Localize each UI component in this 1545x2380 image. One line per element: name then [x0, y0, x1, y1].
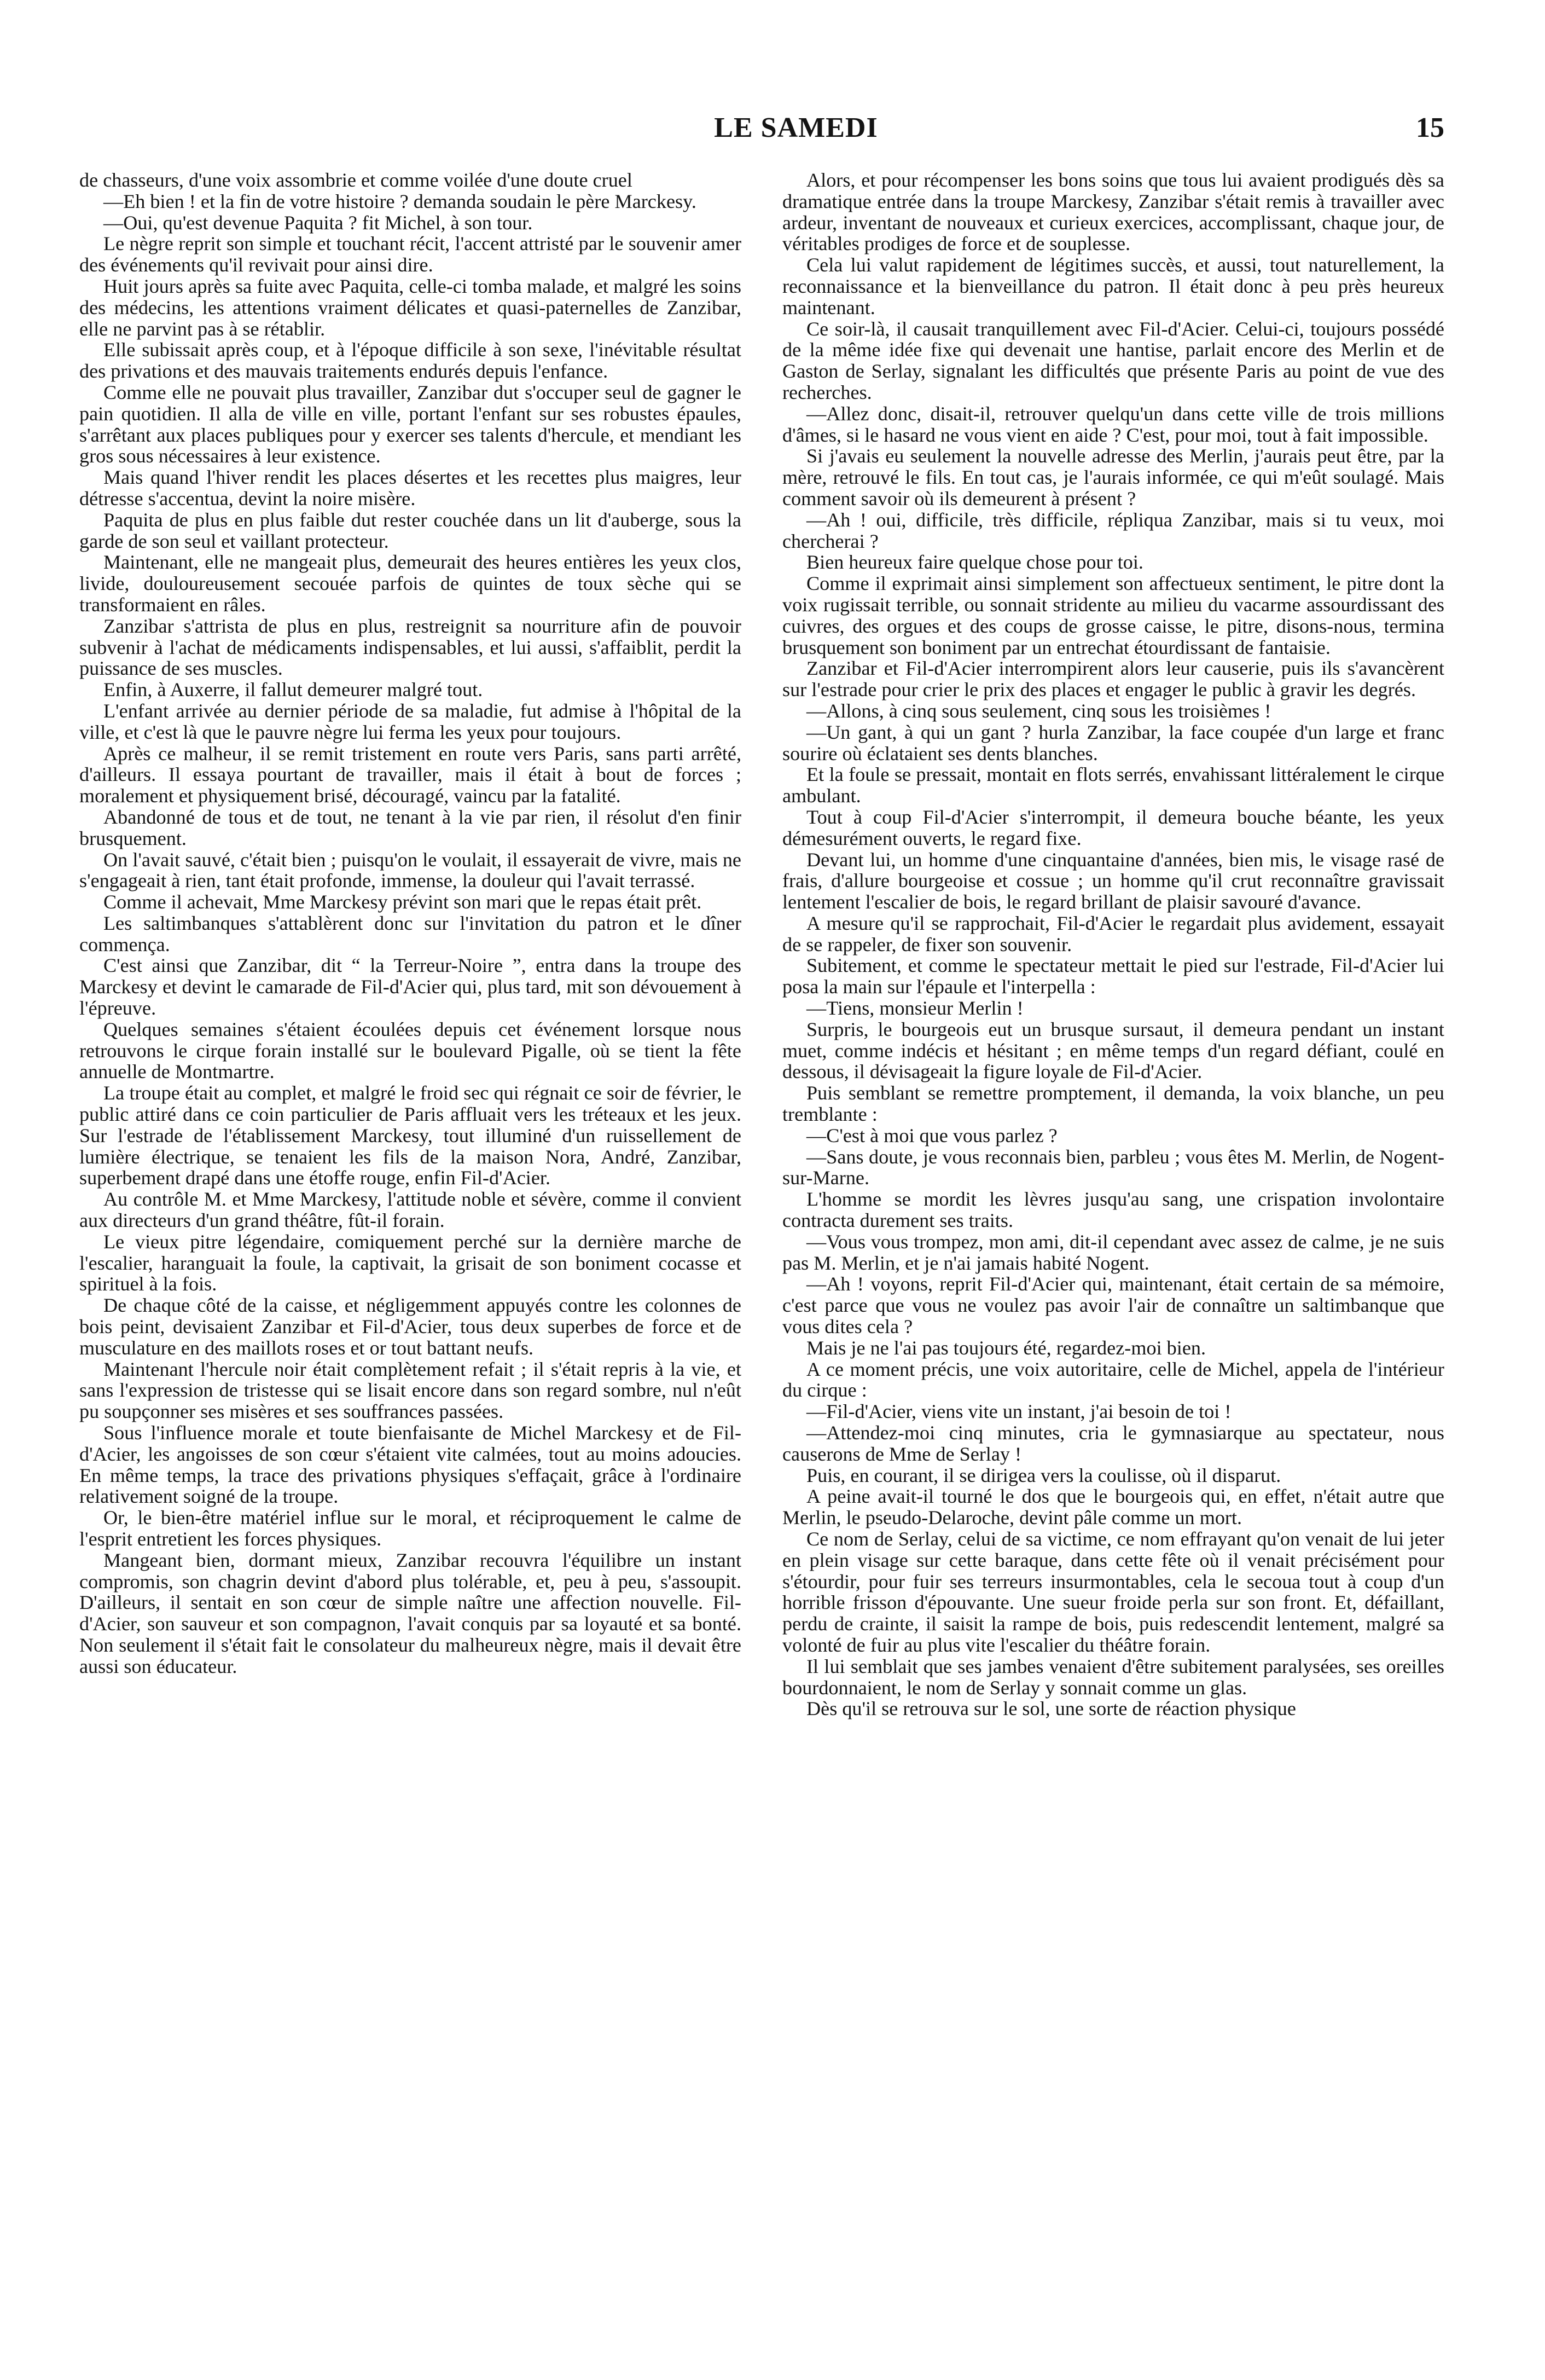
- paragraph: —Ah ! voyons, reprit Fil-d'Acier qui, maintenant, était certain de sa mémoire, c'est parce que vous ne voulez pas avoir l'air de connaître un saltimbanque que vous dites cela ?: [782, 1273, 1444, 1338]
- paragraph: Bien heureux faire quelque chose pour toi.: [806, 551, 1143, 574]
- paragraph: Et la foule se pressait, montait en flots serrés, envahissant littéralement le cirque ambulant.: [782, 763, 1444, 807]
- paragraph: —Tiens, monsieur Merlin !: [806, 997, 1024, 1020]
- paragraph: de chasseurs, d'une voix assombrie et comme voilée d'une doute cruel: [79, 170, 632, 191]
- paragraph: —Sans doute, je vous reconnais bien, parbleu ; vous êtes M. Merlin, de Nogent-sur-Marne.: [782, 1145, 1444, 1189]
- paragraph: —Allons, à cinq sous seulement, cinq sous les troisièmes !: [806, 699, 1271, 722]
- paragraph: C'est ainsi que Zanzibar, dit “ la Terreur-Noire ”, entra dans la troupe des Marckesy et devint le camarade de Fil-d'Acier qui, plus tard, mit son dévouement à l'épreuve.: [79, 954, 741, 1020]
- paragraph: Or, le bien-être matériel influe sur le moral, et réciproquement le calme de l'esprit entretient les forces physiques.: [79, 1507, 741, 1550]
- paragraph: Puis semblant se remettre promptement, il demanda, la voix blanche, un peu tremblante :: [782, 1082, 1444, 1126]
- paragraph: Il lui semblait que ses jambes venaient d'être subitement paralysées, ses oreilles bourdonnaient, le nom de Serlay y sonnait comme un glas.: [782, 1655, 1444, 1699]
- paragraph: Alors, et pour récompenser les bons soins que tous lui avaient prodigués dès sa dramatique entrée dans la troupe Marckesy, Zanzibar s'était remis à travailler avec ardeur, inventant de nouveaux et curieux exercices, accomplissant, chaque jour, de véritables prodiges de force et de souplesse.: [782, 170, 1444, 255]
- paragraph: Après ce malheur, il se remit tristement en route vers Paris, sans parti arrêté, d'ailleurs. Il essaya pourtant de travailler, mais il était à bout de forces ; moralement et physiquement brisé, découragé, vaincu par la fatalité.: [79, 742, 741, 807]
- paragraph: Ce nom de Serlay, celui de sa victime, ce nom effrayant qu'on venait de lui jeter en plein visage sur cette baraque, dans cette fête où il venait précisément pour s'étourdir, pour fuir ses terreurs insurmontables, cela le secoua tout à coup d'un horrible frisson d'épouvante. Une sueur froide perla sur son front. Et, défaillant, perdu de crainte, il saisit la rampe de bois, puis redescendit lentement, malgré sa volonté de fuir au plus vite l'escalier du théâtre forain.: [782, 1528, 1444, 1656]
- paragraph: On l'avait sauvé, c'était bien ; puisqu'on le voulait, il essayerait de vivre, mais ne s'engageait à rien, tant était profonde, immense, la douleur qui l'avait terrassé.: [79, 848, 741, 892]
- paragraph: Devant lui, un homme d'une cinquantaine d'années, bien mis, le visage rasé de frais, d'allure bourgeoise et cossue ; un homme qu'il crut reconnaître gravissait lentement l'escalier de bois, le regard brillant de plaisir savouré d'avance.: [782, 848, 1444, 913]
- paragraph: Comme elle ne pouvait plus travailler, Zanzibar dut s'occuper seul de gagner le pain quotidien. Il alla de ville en ville, portant l'enfant sur ses robustes épaules, s'arrêtant aux places publiques pour y exercer ses talents d'hercule, et mendiant les gros sous nécessaires à leur existence.: [79, 381, 741, 467]
- paragraph: La troupe était au complet, et malgré le froid sec qui régnait ce soir de février, le public attiré dans ce coin particulier de Paris affluait vers les tréteaux et les jeux. Sur l'estrade de l'établissement Marckesy, tout illuminé d'un ruissellement de lumière électrique, se tenaient les fils de la maison Nora, André, Zanzibar, superbement drapé dans une étoffe rouge, enfin Fil-d'Acier.: [79, 1082, 741, 1189]
- paragraph: A peine avait-il tourné le dos que le bourgeois qui, en effet, n'était autre que Merlin, le pseudo-Delaroche, devint pâle comme un mort.: [782, 1485, 1444, 1529]
- paragraph: —C'est à moi que vous parlez ?: [806, 1124, 1058, 1146]
- paragraph: Si j'avais eu seulement la nouvelle adresse des Merlin, j'aurais peut être, par la mère, retrouvé le fils. En tout cas, je l'aurais informée, ce qui m'eût soulagé. Mais comment savoir où ils demeurent à présent ?: [782, 445, 1444, 509]
- paragraph: Comme il achevait, Mme Marckesy prévint son mari que le repas était prêt.: [103, 891, 702, 913]
- paragraph: L'homme se mordit les lèvres jusqu'au sang, une crispation involontaire contracta durement ses traits.: [782, 1188, 1444, 1232]
- paragraph: Paquita de plus en plus faible dut rester couchée dans un lit d'auberge, sous la garde de son seul et vaillant protecteur.: [79, 508, 741, 552]
- paragraph: Zanzibar et Fil-d'Acier interrompirent alors leur causerie, puis ils s'avancèrent sur l'estrade pour crier le prix des places et engager le public à gravir les degrés.: [782, 657, 1444, 701]
- paragraph: Cela lui valut rapidement de légitimes succès, et aussi, tout naturellement, la reconnaissance et la bienveillance du patron. Il était donc à peu près heureux maintenant.: [782, 254, 1444, 319]
- paragraph: Mais quand l'hiver rendit les places désertes et les recettes plus maigres, leur détresse s'accentua, devint la noire misère.: [79, 466, 741, 509]
- paragraph: —Vous vous trompez, mon ami, dit-il cependant avec assez de calme, je ne suis pas M. Merlin, et je n'ai jamais habité Nogent.: [782, 1230, 1444, 1274]
- paragraph: Comme il exprimait ainsi simplement son affectueux sentiment, le pitre dont la voix rugissait terrible, ou sonnait stridente au milieu du vacarme assourdissant des cuivres, des orgues et des coups de grosse caisse, le pitre, disons-nous, termina brusquement son boniment par un entrechat étourdissant de fantaisie.: [782, 572, 1444, 658]
- left-text-column: [79, 170, 741, 2266]
- paragraph: Subitement, et comme le spectateur mettait le pied sur l'estrade, Fil-d'Acier lui posa la main sur l'épaule et l'interpella :: [782, 954, 1444, 998]
- paragraph: Surpris, le bourgeois eut un brusque sursaut, il demeura pendant un instant muet, comme indécis et hésitant ; en même temps d'un regard défiant, coulé en dessous, il dévisageait la figure loyale de Fil-d'Acier.: [782, 1018, 1444, 1083]
- paragraph: Mais je ne l'ai pas toujours été, regardez-moi bien.: [806, 1336, 1206, 1359]
- paragraph: Le nègre reprit son simple et touchant récit, l'accent attristé par le souvenir amer des événements qu'il revivait pour ainsi dire.: [79, 233, 741, 276]
- paragraph: Huit jours après sa fuite avec Paquita, celle-ci tomba malade, et malgré les soins des médecins, les attentions vraiment délicates et quasi-paternelles de Zanzibar, elle ne parvint pas à se rétablir.: [79, 275, 741, 340]
- paragraph: Tout à coup Fil-d'Acier s'interrompit, il demeura bouche béante, les yeux démesurément ouverts, le regard fixe.: [782, 806, 1444, 849]
- paragraph: Les saltimbanques s'attablèrent donc sur l'invitation du patron et le dîner commença.: [79, 912, 741, 956]
- page-header: [66, 112, 1444, 155]
- paragraph: Dès qu'il se retrouva sur le sol, une sorte de réaction physique: [806, 1698, 1296, 1720]
- paragraph: Elle subissait après coup, et à l'époque difficile à son sexe, l'inévitable résultat des privations et des mauvais traitements endurés depuis l'enfance.: [79, 339, 741, 383]
- paragraph: Maintenant l'hercule noir était complètement refait ; il s'était repris à la vie, et sans l'expression de tristesse qui se lisait encore dans son regard sombre, nul n'eût pu soupçonner ses misères et ses souffrances passées.: [79, 1358, 741, 1423]
- paragraph: Mangeant bien, dormant mieux, Zanzibar recouvra l'équilibre un instant compromis, son chagrin devint d'abord plus tolérable, et, peu à peu, s'assoupit. D'ailleurs, il sentait en son cœur de simple naître une affection nouvelle. Fil-d'Acier, son sauveur et son compagnon, l'avait conquis par sa loyauté et sa bonté. Non seulement il s'était fait le consolateur du malheureux nègre, mais il devait être aussi son éducateur.: [79, 1549, 741, 1677]
- paragraph: A mesure qu'il se rapprochait, Fil-d'Acier le regardait plus avidement, essayait de se rappeler, de fixer son souvenir.: [782, 912, 1444, 956]
- running-title: LE SAMEDI: [714, 112, 878, 143]
- paragraph: Sous l'influence morale et toute bienfaisante de Michel Marckesy et de Fil-d'Acier, les angoisses de son cœur s'étaient vite calmées, tout au moins adoucies. En même temps, la trace des privations physiques s'effaçait, grâce à l'ordinaire relativement soigné de la troupe.: [79, 1422, 741, 1508]
- paragraph: De chaque côté de la caisse, et négligemment appuyés contre les colonnes de bois peint, devisaient Zanzibar et Fil-d'Acier, tous deux superbes de force et de musculature en des maillots roses et or tout battant neufs.: [79, 1294, 741, 1359]
- page-number: 15: [1416, 112, 1444, 143]
- paragraph: —Fil-d'Acier, viens vite un instant, j'ai besoin de toi !: [806, 1400, 1232, 1423]
- paragraph: L'enfant arrivée au dernier période de sa maladie, fut admise à l'hôpital de la ville, et c'est là que le pauvre nègre lui ferma les yeux pour toujours.: [79, 699, 741, 743]
- paragraph: Enfin, à Auxerre, il fallut demeurer malgré tout.: [103, 679, 483, 701]
- paragraph: Zanzibar s'attrista de plus en plus, restreignit sa nourriture afin de pouvoir subvenir à l'achat de médicaments indispensables, et lui aussi, s'affaiblit, perdit la puissance de ses muscles.: [79, 615, 741, 680]
- right-text-column: [782, 170, 1444, 2266]
- paragraph: Ce soir-là, il causait tranquillement avec Fil-d'Acier. Celui-ci, toujours possédé de la même idée fixe qui devenait une hantise, parlait encore des Merlin et de Gaston de Serlay, signalant les difficultés que présente Paris au point de vue des recherches.: [782, 317, 1444, 403]
- paragraph: Le vieux pitre légendaire, comiquement perché sur la dernière marche de l'escalier, haranguait la foule, la captivait, la grisait de son boniment cocasse et spirituel à la fois.: [79, 1230, 741, 1295]
- paragraph: —Eh bien ! et la fin de votre histoire ? demanda soudain le père Marckesy.: [103, 190, 696, 212]
- paragraph: —Oui, qu'est devenue Paquita ? fit Michel, à son tour.: [103, 211, 533, 234]
- paragraph: Maintenant, elle ne mangeait plus, demeurait des heures entières les yeux clos, livide, douloureusement secouée parfois de quintes de toux sèche qui se transformaient en râles.: [79, 551, 741, 616]
- paragraph: Puis, en courant, il se dirigea vers la coulisse, où il disparut.: [806, 1464, 1281, 1486]
- paragraph: —Attendez-moi cinq minutes, cria le gymnasiarque au spectateur, nous causerons de Mme de Serlay !: [782, 1422, 1444, 1465]
- paragraph: —Allez donc, disait-il, retrouver quelqu'un dans cette ville de trois millions d'âmes, si le hasard ne vous vient en aide ? C'est, pour moi, tout à fait impossible.: [782, 402, 1444, 446]
- paragraph: A ce moment précis, une voix autoritaire, celle de Michel, appela de l'intérieur du cirque :: [782, 1358, 1444, 1402]
- paragraph: Quelques semaines s'étaient écoulées depuis cet événement lorsque nous retrouvons le cirque forain installé sur le boulevard Pigalle, où se tient la fête annuelle de Montmartre.: [79, 1018, 741, 1083]
- paragraph: Au contrôle M. et Mme Marckesy, l'attitude noble et sévère, comme il convient aux directeurs d'un grand théâtre, fût-il forain.: [79, 1188, 741, 1232]
- paragraph: —Un gant, à qui un gant ? hurla Zanzibar, la face coupée d'un large et franc sourire où éclataient ses dents blanches.: [782, 721, 1444, 765]
- paragraph: Abandonné de tous et de tout, ne tenant à la vie par rien, il résolut d'en finir brusquement.: [79, 806, 741, 849]
- paragraph: —Ah ! oui, difficile, très difficile, répliqua Zanzibar, mais si tu veux, moi chercherai ?: [782, 508, 1444, 552]
